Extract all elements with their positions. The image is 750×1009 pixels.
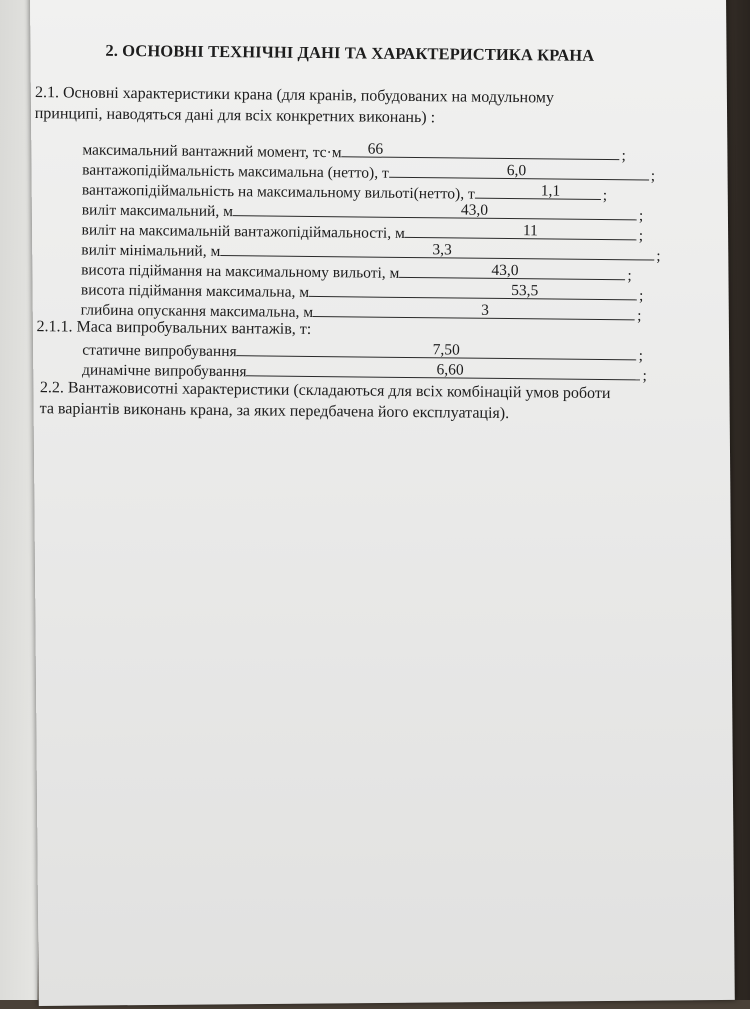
spec-underline xyxy=(220,241,654,261)
spec-label: виліт максимальний, м xyxy=(81,201,234,221)
spec-value: 1,1 xyxy=(540,182,561,200)
test-load-underline xyxy=(247,361,641,380)
spec-label: вантажопідіймальність максимальна (нетто), т xyxy=(82,161,389,182)
test-load-end: ; xyxy=(638,347,644,365)
spec-value: 3 xyxy=(481,301,490,319)
spec-underline xyxy=(342,142,620,160)
intro-line-2: принципі, наводяться дані для всіх конкретних виконань) : xyxy=(34,105,436,127)
spec-end: ; xyxy=(637,307,642,325)
test-load-label: статичне випробування xyxy=(82,341,237,361)
spec-underline xyxy=(313,302,635,320)
test-load-underline xyxy=(237,341,637,360)
spec-label: висота підіймання максимальна, м xyxy=(80,281,310,301)
spec-label: виліт мінімальний, м xyxy=(81,241,221,261)
spec-end: ; xyxy=(621,147,626,165)
load-chars-line-1: 2.2. Вантажовисотні характеристики (складаються для всіх комбінацій умов роботи xyxy=(39,379,611,403)
spec-end: ; xyxy=(627,267,632,285)
test-load-value: 7,50 xyxy=(432,341,460,359)
spec-label: вантажопідіймальність на максимальному вильоті(нетто), т xyxy=(81,181,475,203)
spec-underline xyxy=(405,223,637,240)
spec-end: ; xyxy=(656,247,661,265)
spec-value: 11 xyxy=(522,222,538,240)
page-content xyxy=(20,0,726,1003)
spec-end: ; xyxy=(638,207,644,225)
section-title: 2. ОСНОВНІ ТЕХНІЧНІ ДАНІ ТА ХАРАКТЕРИСТИКА КРАНА xyxy=(105,40,595,65)
spec-value: 43,0 xyxy=(491,261,519,280)
spec-underline xyxy=(475,184,601,200)
document-page xyxy=(30,0,735,1006)
test-loads-heading: 2.1.1. Маса випробувальних вантажів, т: xyxy=(36,318,312,338)
spec-end: ; xyxy=(638,287,644,305)
spec-end: ; xyxy=(602,187,608,205)
test-load-value: 6,60 xyxy=(436,361,464,379)
spec-end: ; xyxy=(650,167,656,185)
spec-underline xyxy=(309,282,637,300)
spec-end: ; xyxy=(638,227,644,245)
spec-label: максимальний вантажний момент, тс·м xyxy=(82,141,342,162)
spec-label: висота підіймання на максимальному вильоті, м xyxy=(81,261,400,282)
test-load-end: ; xyxy=(642,367,647,385)
test-load-label: динамічне випробування xyxy=(81,361,247,381)
spec-value: 3,3 xyxy=(432,241,452,259)
spec-value: 66 xyxy=(367,140,384,158)
spec-label: виліт на максимальній вантажопідіймальності, м xyxy=(81,221,405,242)
spec-value: 43,0 xyxy=(460,201,489,219)
spec-value: 53,5 xyxy=(511,282,539,300)
load-chars-line-2: та варіантів виконань крана, за яких передбачена його експлуатація). xyxy=(39,400,510,423)
spec-label: глибина опускання максимальна, м xyxy=(80,301,314,321)
spec-value: 6,0 xyxy=(506,162,527,180)
intro-line-1: 2.1. Основні характеристики крана (для кранів, побудованих на модульному xyxy=(34,84,555,107)
spec-underline xyxy=(233,201,637,220)
spec-underline xyxy=(399,263,625,280)
spec-underline xyxy=(389,163,649,181)
